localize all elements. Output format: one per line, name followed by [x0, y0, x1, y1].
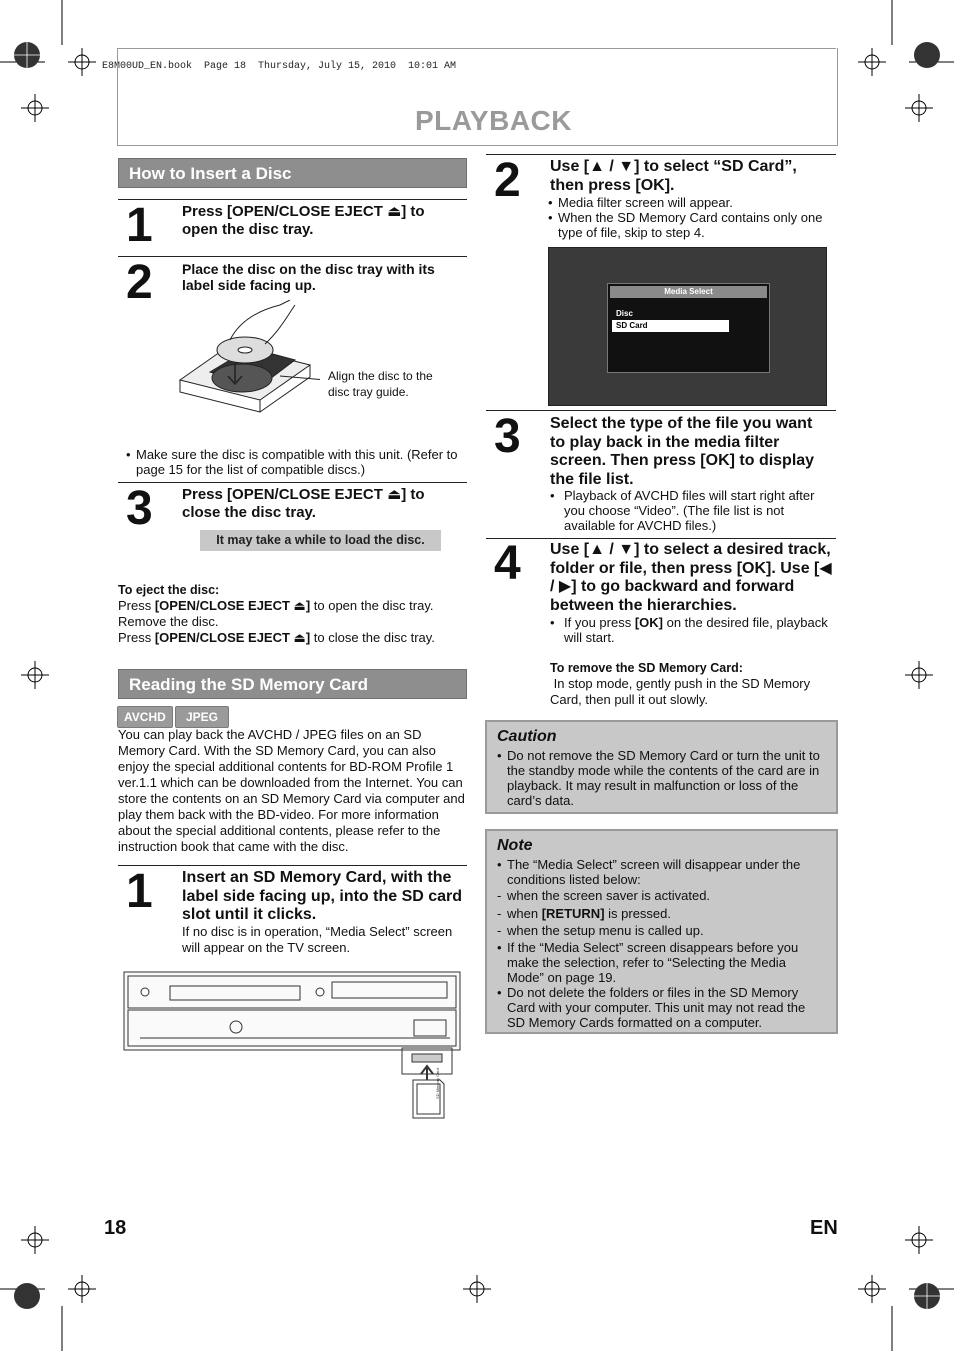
bullet-item: • Do not remove the SD Memory Card or turn the unit to the standby mode while the contents of the card are in playback. It may result in malfunction or loss of the card’s data.: [497, 748, 826, 808]
step-number: 4: [494, 537, 519, 590]
step-number: 1: [126, 865, 151, 918]
eject-heading: To eject the disc:: [118, 583, 220, 597]
note-sublist: [497, 887, 826, 940]
avchd-badge: AVCHD: [117, 706, 173, 728]
bullet-item: • When the SD Memory Card contains only one type of file, skip to step 4.: [548, 210, 828, 240]
step-number: 1: [126, 199, 151, 252]
load-tip: It may take a while to load the disc.: [200, 530, 441, 551]
bullet-item: • The “Media Select” screen will disappear under the conditions listed below:: [497, 857, 826, 887]
bullet-item: • Make sure the disc is compatible with this unit. (Refer to page 15 for the list of compatible discs.): [126, 447, 461, 477]
step-title: Insert an SD Memory Card, with the label side facing up, into the SD card slot until it clicks.: [182, 869, 463, 923]
eject-line: Remove the disc.: [118, 614, 219, 629]
step-bullets: [550, 488, 830, 533]
caution-title: Caution: [497, 728, 557, 745]
divider: [118, 199, 467, 200]
divider: [486, 538, 836, 539]
player-illustration: [120, 968, 465, 1128]
step-bullets: [550, 615, 830, 645]
note-list: [497, 940, 826, 1030]
illustration-caption: Align the disc to the disc tray guide.: [328, 369, 433, 399]
disc-tray-illustration: [170, 300, 320, 430]
eject-line: Press [OPEN/CLOSE EJECT ⏏] to close the disc tray.: [118, 630, 435, 645]
step-number: 2: [494, 154, 519, 207]
sd-intro: You can play back the AVCHD / JPEG files on an SD Memory Card. With the SD Memory Card, you can also enjoy the special additional contents for BD-ROM Profile 1 ver.1.1 which can be downloaded from the Internet. You can store the contents on an SD Memory Card via computer and play them back with the BD-video. For more information about the special additional contents, please refer to the instruction book that came with the disc.: [118, 727, 465, 854]
eject-instructions: [118, 582, 467, 646]
section-heading-insert-disc: How to Insert a Disc: [118, 158, 467, 188]
divider: [118, 865, 467, 866]
divider: [486, 410, 836, 411]
media-select-title: Media Select: [610, 286, 767, 298]
eject-line: Press [OPEN/CLOSE EJECT ⏏] to open the disc tray.: [118, 598, 434, 613]
media-option-sd-card[interactable]: SD Card: [612, 320, 729, 332]
caution-list: [497, 748, 826, 808]
language-label: EN: [810, 1217, 838, 1239]
sub-item: - when the setup menu is called up.: [497, 922, 826, 940]
divider: [118, 256, 467, 257]
sub-item: - when the screen saver is activated.: [497, 887, 826, 905]
sub-item: - when [RETURN] is pressed.: [497, 905, 826, 923]
chapter-title: PLAYBACK: [415, 105, 572, 136]
step-number: 3: [126, 482, 151, 535]
step-title: Place the disc on the disc tray with its label side facing up.: [182, 261, 435, 293]
remove-body: In stop mode, gently push in the SD Memory Card, then pull it out slowly.: [550, 676, 814, 707]
remove-heading: To remove the SD Memory Card:: [550, 661, 743, 675]
compatibility-note: [126, 447, 461, 477]
caution-box: [485, 720, 838, 814]
step-title: Use [▲ / ▼] to select “SD Card”, then press [OK].: [550, 158, 797, 194]
step-title: Press [OPEN/CLOSE EJECT ⏏] to close the disc tray.: [182, 486, 425, 521]
media-option-disc[interactable]: Disc: [616, 309, 633, 318]
bullet-item: • If you press [OK] on the desired file, playback will start.: [550, 615, 830, 645]
bullet-item: • Do not delete the folders or files in the SD Memory Card with your computer. This unit may not read the SD Memory Cards formatted on a computer.: [497, 985, 826, 1030]
bullet-item: • Playback of AVCHD files will start right after you choose “Video”. (The file list is not available for AVCHD files.): [550, 488, 830, 533]
step-number: 3: [494, 410, 519, 463]
page-number: 18: [104, 1217, 127, 1239]
step-number: 2: [126, 256, 151, 309]
bullet-item: • Media filter screen will appear.: [548, 195, 828, 210]
bullet-item: • If the “Media Select” screen disappears before you make the selection, refer to “Selecting the Media Mode” on page 19.: [497, 940, 826, 985]
divider: [118, 482, 467, 483]
tv-screen: [548, 247, 827, 406]
section-heading-sd-card: Reading the SD Memory Card: [118, 669, 467, 699]
note-title: Note: [497, 837, 533, 854]
print-header: E8M00UD_EN.book Page 18 Thursday, July 15, 2010 10:01 AM: [102, 61, 457, 72]
note-box: [485, 829, 838, 1034]
step-title: Press [OPEN/CLOSE EJECT ⏏] to open the disc tray.: [182, 203, 425, 238]
note-list: [497, 857, 826, 887]
step-body: If no disc is in operation, “Media Select” screen will appear on the TV screen.: [182, 924, 453, 955]
step-bullets: [548, 195, 828, 240]
card-label: SD Memory Card: [435, 1068, 440, 1099]
step-title: Use [▲ / ▼] to select a desired track, folder or file, then press [OK]. Use [◀ / ▶] to go backward and forward between the hierarchies.: [550, 541, 832, 614]
step-title: Select the type of the file you want to play back in the media filter screen. Then press [OK] to display the file list.: [550, 415, 815, 488]
jpeg-badge: JPEG: [175, 706, 229, 728]
media-select-dialog: [607, 283, 770, 373]
divider: [486, 154, 836, 155]
remove-card-instructions: [550, 660, 830, 708]
